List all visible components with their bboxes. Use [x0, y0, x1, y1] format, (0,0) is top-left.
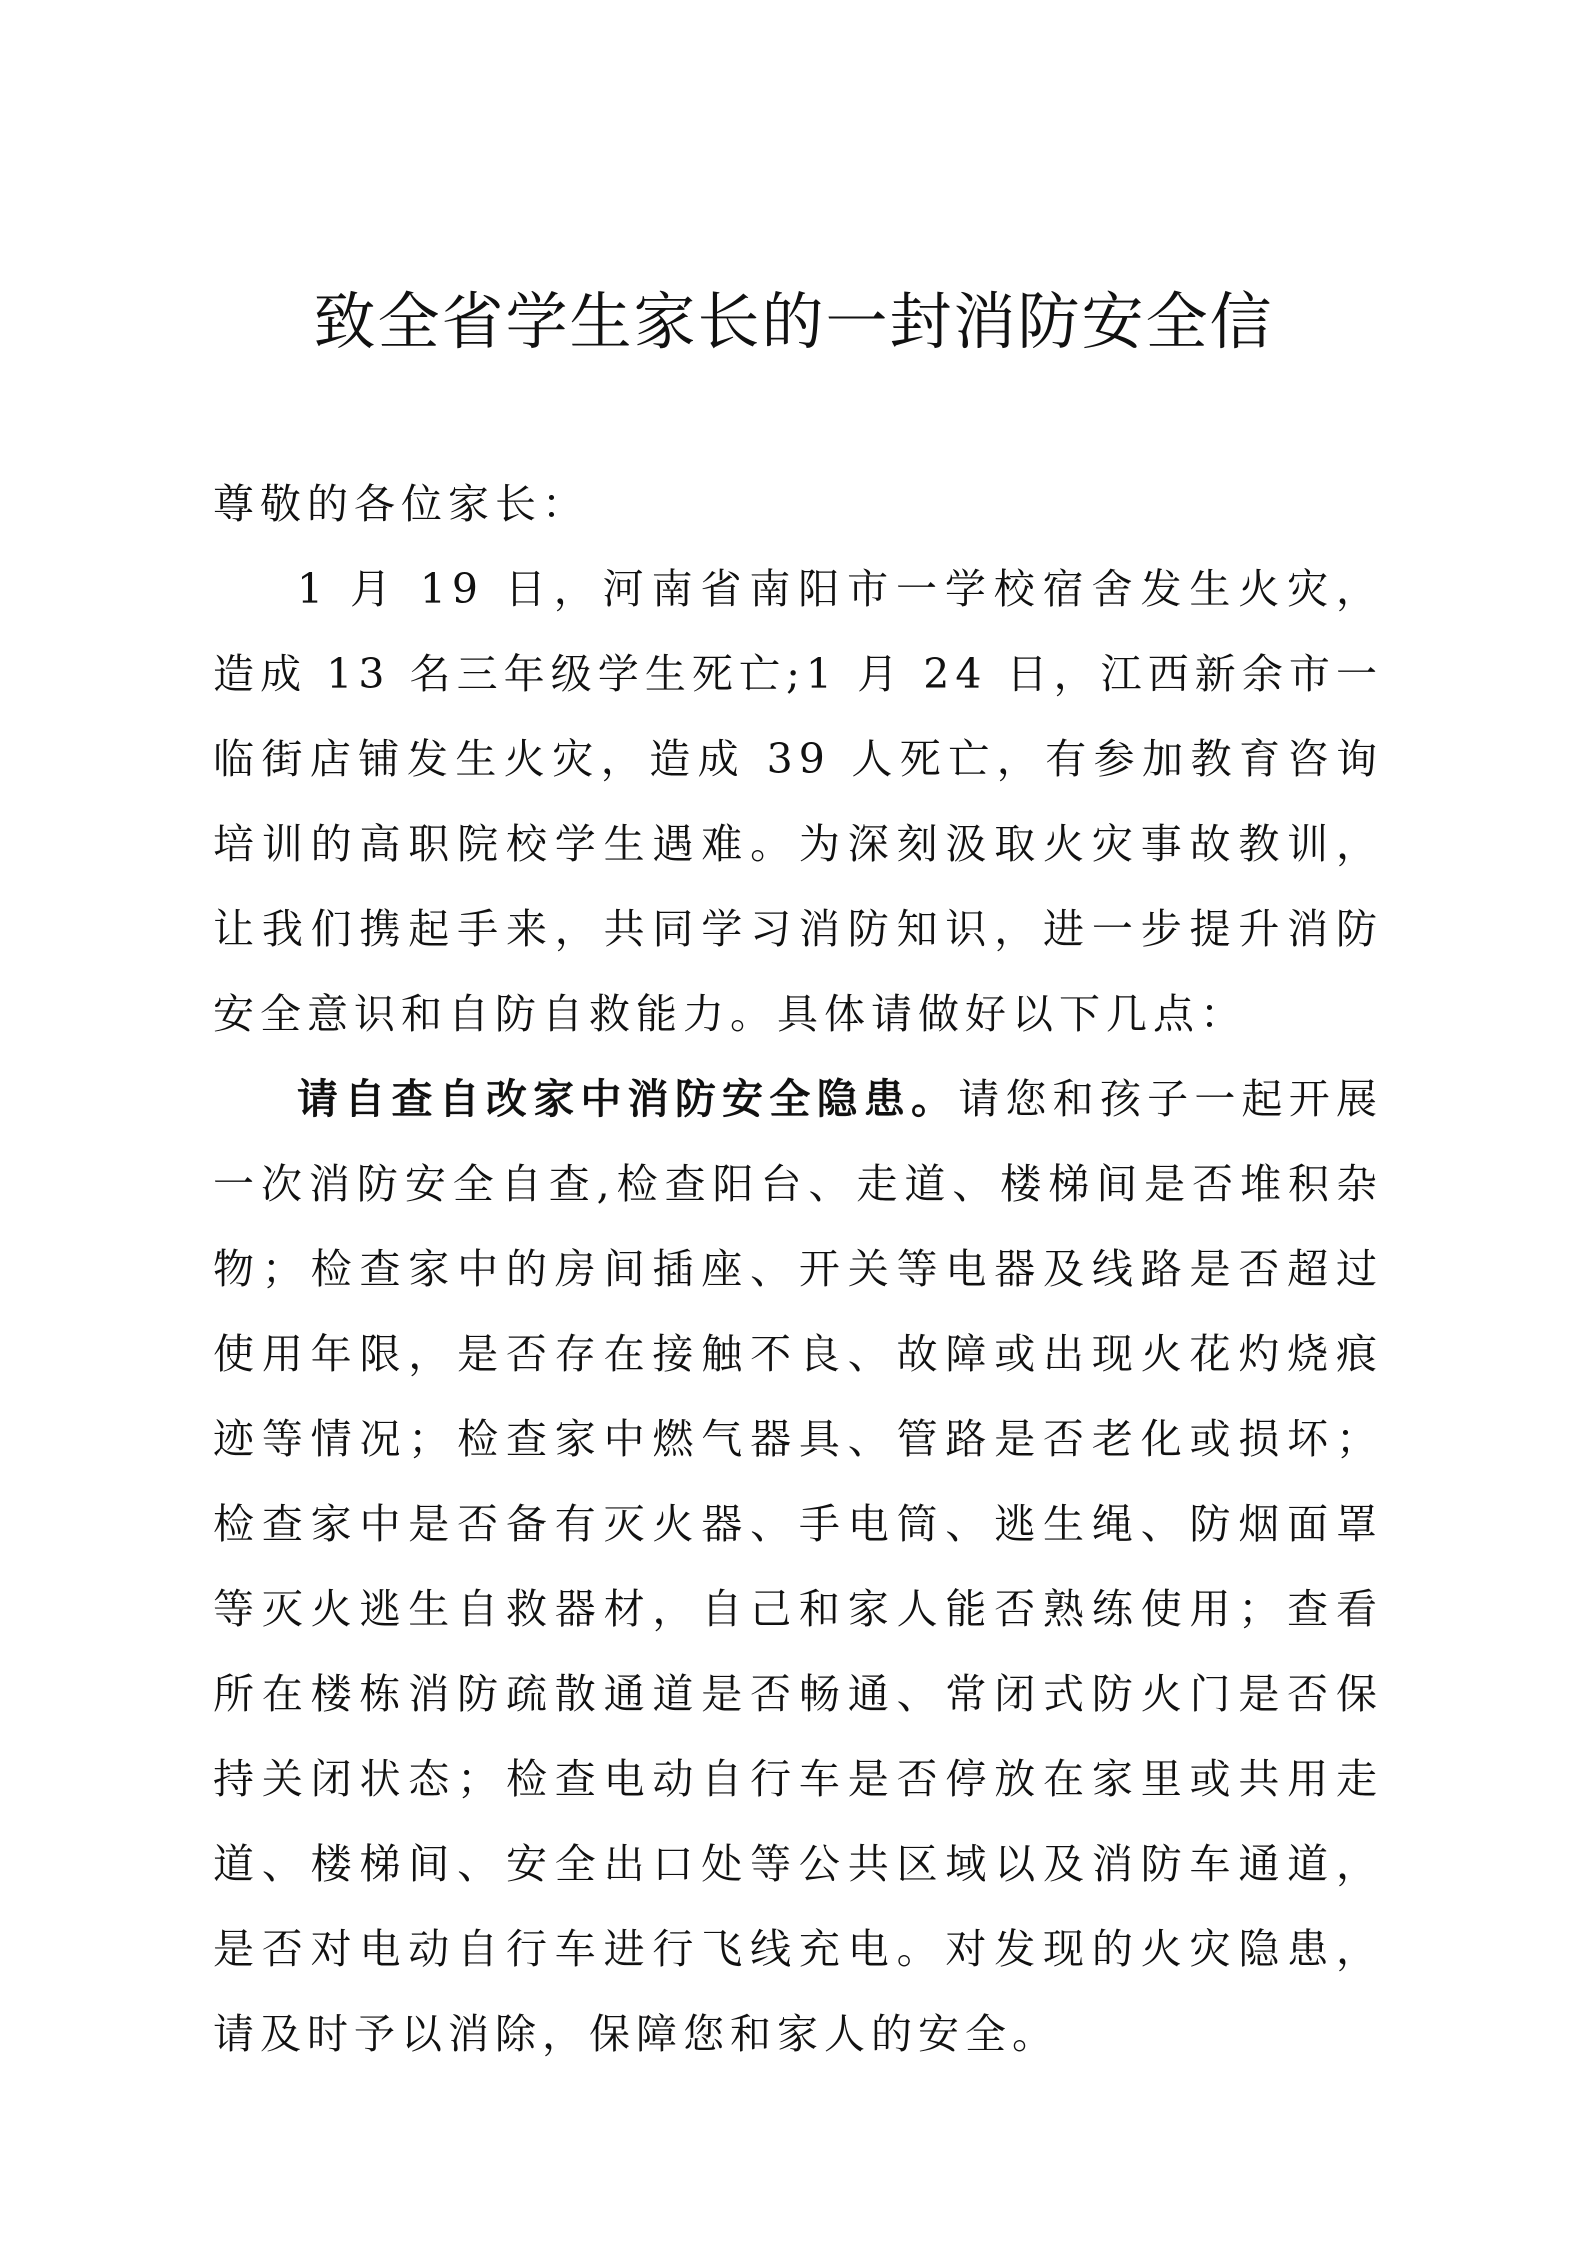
paragraph-2	[213, 1057, 1383, 2077]
salutation: 尊敬的各位家长：	[213, 480, 589, 528]
paragraph-1	[213, 547, 1383, 1057]
paragraph-2-text: 请您和孩子一起开展一次消防安全自查,检查阳台、走道、楼梯间是否堆积杂物；检查家中的房间插座、开关等电器及线路是否超过使用年限，是否存在接触不良、故障或出现火花灼烧痕迹等情况；检查家中燃气器具、管路是否老化或损坏；检查家中是否备有灭火器、手电筒、逃生绳、防烟面罩等灭火逃生自救器材，自己和家人能否熟练使用；查看所在楼栋消防疏散通道是否畅通、常闭式防火门是否保持关闭状态；检查电动自行车是否停放在家里或共用走道、楼梯间、安全出口处等公共区域以及消防车通道，是否对电动自行车进行飞线充电。对发现的火灾隐患，请及时予以消除，保障您和家人的安全。	[213, 1075, 1384, 2058]
paragraph-1-text: 1 月 19 日，河南省南阳市一学校宿舍发生火灾，造成 13 名三年级学生死亡;1 月 24 日，江西新余市一临街店铺发生火灾，造成 39 人死亡，有参加教育咨询培训的高职院校学生遇难。为深刻汲取火灾事故教训，让我们携起手来，共同学习消防知识，进一步提升消防安全意识和自防自救能力。具体请做好以下几点：	[213, 565, 1383, 1038]
paragraph-2-heading: 请自查自改家中消防安全隐患。	[297, 1075, 959, 1123]
document-title: 致全省学生家长的一封消防安全信	[313, 285, 1274, 358]
letter-body	[213, 462, 1383, 2077]
